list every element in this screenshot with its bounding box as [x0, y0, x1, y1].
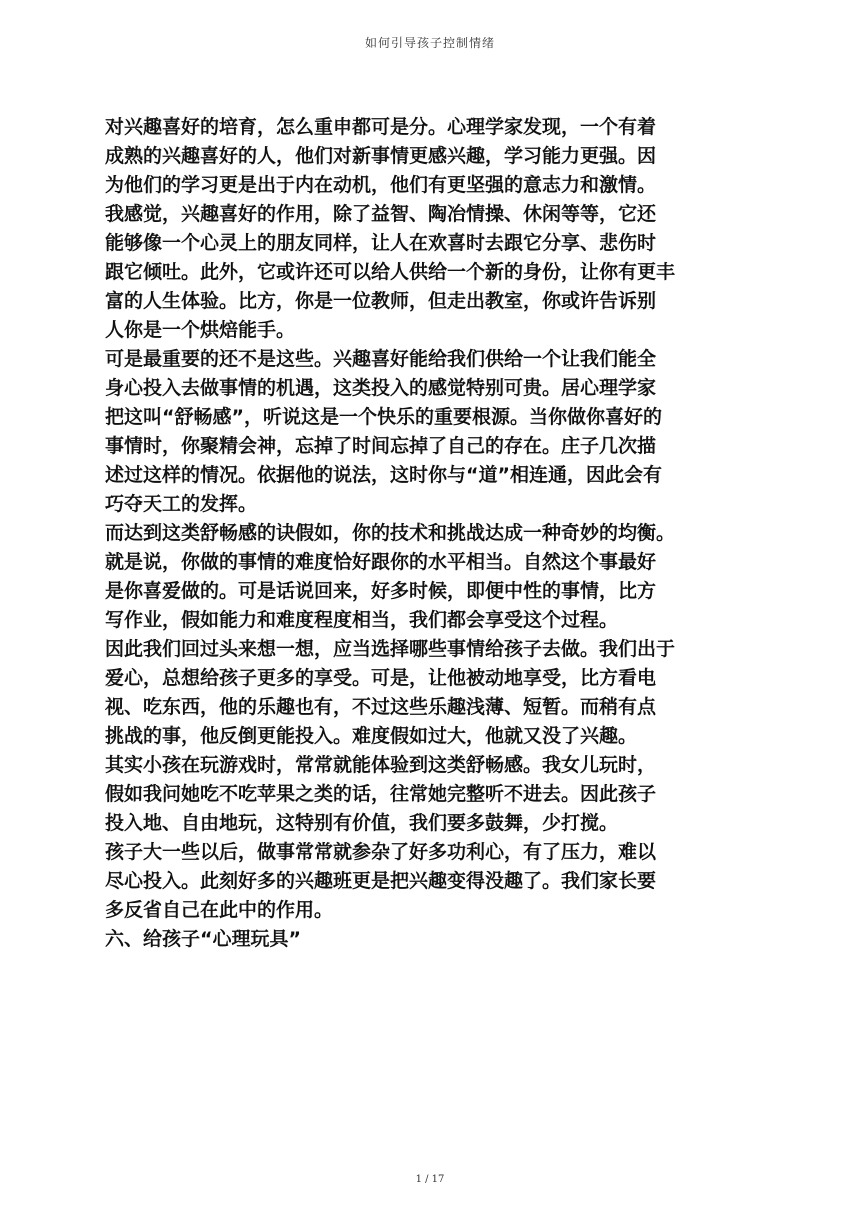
text-line: 就是说，你做的事情的难度恰好跟你的水平相当。自然这个事最好: [105, 551, 657, 573]
text-line: 为他们的学习更是出于内在动机，他们有更坚强的意志力和激情。: [105, 174, 657, 196]
text-line: 富的人生体验。比方，你是一位教师，但走出教室，你或许告诉别: [105, 290, 657, 312]
text-line: 投入地、自由地玩，这特别有价值，我们要多鼓舞，少打搅。: [105, 812, 619, 834]
text-line: 把这叫“舒畅感”，听说这是一个快乐的重要根源。当你做你喜好的: [105, 406, 662, 428]
text-line: 尽心投入。此刻好多的兴趣班更是把兴趣变得没趣了。我们家长要: [105, 870, 657, 892]
page-number: 1 / 17: [415, 1174, 445, 1185]
text-line: 跟它倾吐。此外，它或许还可以给人供给一个新的身份，让你有更丰: [105, 261, 676, 283]
text-line: 人你是一个烘焙能手。: [105, 319, 296, 341]
text-line: 能够像一个心灵上的朋友同样，让人在欢喜时去跟它分享、悲伤时: [105, 232, 657, 254]
text-line: 我感觉，兴趣喜好的作用，除了益智、陶冶情操、休闲等等，它还: [105, 203, 657, 225]
text-line: 身心投入去做事情的机遇，这类投入的感觉特别可贵。居心理学家: [105, 377, 657, 399]
text-line: 多反省自己在此中的作用。: [105, 899, 334, 921]
text-line: 对兴趣喜好的培育，怎么重申都可是分。心理学家发现，一个有着: [105, 116, 657, 138]
text-line: 巧夺天工的发挥。: [105, 493, 258, 515]
text-line: 是你喜爱做的。可是话说回来，好多时候，即便中性的事情，比方: [105, 580, 657, 602]
text-line: 因此我们回过头来想一想，应当选择哪些事情给孩子去做。我们出于: [105, 638, 676, 660]
section-heading: 六、给孩子“心理玩具”: [105, 928, 301, 950]
text-line: 爱心，总想给孩子更多的享受。可是，让他被动地享受，比方看电: [105, 667, 657, 689]
text-line: 孩子大一些以后，做事常常就参杂了好多功利心，有了压力，难以: [105, 841, 657, 863]
text-line: 视、吃东西，他的乐趣也有，不过这些乐趣浅薄、短暂。而稍有点: [105, 696, 657, 718]
text-line: 而达到这类舒畅感的诀假如，你的技术和挑战达成一种奇妙的均衡。: [105, 522, 676, 544]
text-line: 成熟的兴趣喜好的人，他们对新事情更感兴趣，学习能力更强。因: [105, 145, 657, 167]
text-line: 事情时，你聚精会神，忘掉了时间忘掉了自己的存在。庄子几次描: [105, 435, 657, 457]
text-line: 挑战的事，他反倒更能投入。难度假如过大，他就又没了兴趣。: [105, 725, 638, 747]
text-line: 假如我问她吃不吃苹果之类的话，往常她完整听不进去。因此孩子: [105, 783, 657, 805]
text-line: 写作业，假如能力和难度程度相当，我们都会享受这个过程。: [105, 609, 619, 631]
text-line: 可是最重要的还不是这些。兴趣喜好能给我们供给一个让我们能全: [105, 348, 657, 370]
page-header-title: 如何引导孩子控制情绪: [364, 36, 495, 50]
text-line: 其实小孩在玩游戏时，常常就能体验到这类舒畅感。我女儿玩时，: [105, 754, 657, 776]
text-line: 述过这样的情况。依据他的说法，这时你与“道”相连通，因此会有: [105, 464, 662, 486]
document-body: [105, 113, 705, 954]
